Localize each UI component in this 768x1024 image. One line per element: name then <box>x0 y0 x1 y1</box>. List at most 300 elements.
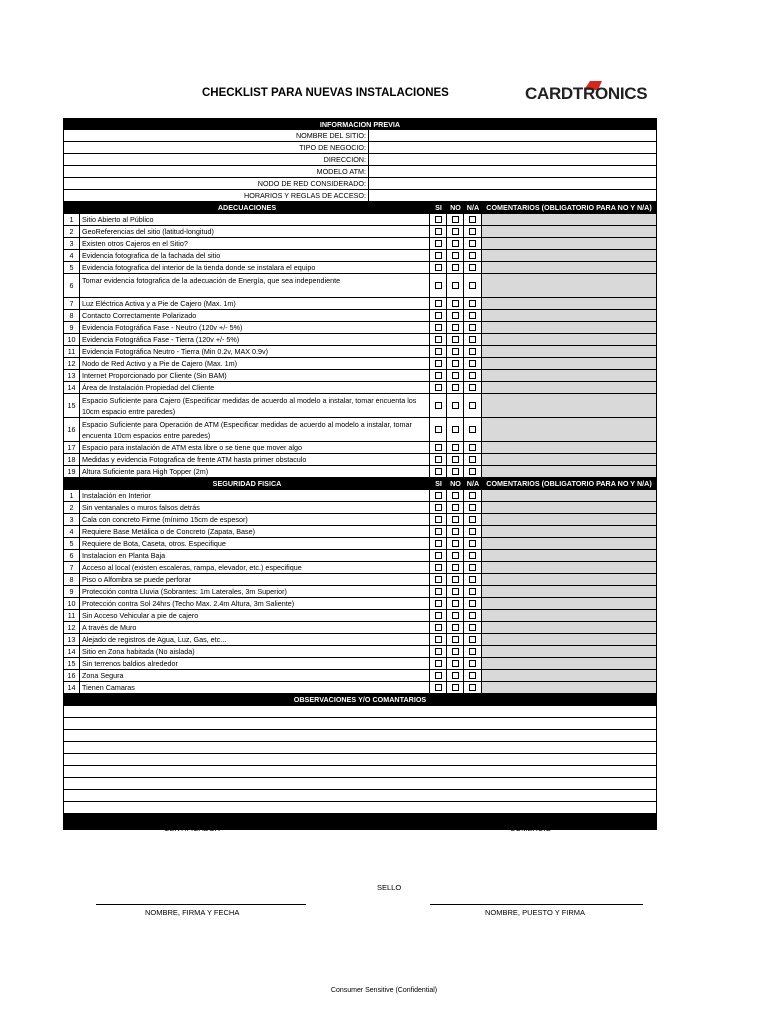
item-description: Evidencia fotografica del interior de la tienda donde se instalara el equipo <box>80 262 430 273</box>
checkbox-si[interactable] <box>435 528 442 535</box>
cell-si <box>430 310 447 321</box>
comment-field[interactable] <box>482 466 656 477</box>
checkbox-no[interactable] <box>452 216 459 223</box>
info-field-label: DIRECCION: <box>64 154 369 165</box>
info-row <box>63 166 657 178</box>
checkbox-no[interactable] <box>452 444 459 451</box>
cell-na <box>464 526 482 537</box>
cell-na <box>464 538 482 549</box>
certificador-signature-line <box>96 904 306 905</box>
checkbox-na[interactable] <box>469 324 476 331</box>
item-number: 1 <box>64 490 80 501</box>
checkbox-no[interactable] <box>452 504 459 511</box>
certificador-label: CERTIFICADOR <box>164 824 221 833</box>
observation-line[interactable] <box>63 742 657 754</box>
comment-field[interactable] <box>482 682 656 693</box>
checkbox-si[interactable] <box>435 402 442 409</box>
checkbox-na[interactable] <box>469 240 476 247</box>
checkbox-si[interactable] <box>435 516 442 523</box>
cell-no <box>447 274 464 297</box>
checkbox-si[interactable] <box>435 456 442 463</box>
item-description: Sin Acceso Vehicular a pie de cajero <box>80 610 430 621</box>
checkbox-no[interactable] <box>452 672 459 679</box>
checklist-row <box>63 394 657 418</box>
info-field-input[interactable] <box>369 178 656 189</box>
comment-field[interactable] <box>482 262 656 273</box>
comment-field[interactable] <box>482 538 656 549</box>
checkbox-si[interactable] <box>435 252 442 259</box>
item-number: 2 <box>64 502 80 513</box>
info-field-label: HORARIOS Y REGLAS DE ACCESO: <box>64 190 369 201</box>
item-description: Instalacion en Planta Baja <box>80 550 430 561</box>
checkbox-si[interactable] <box>435 426 442 433</box>
checkbox-no[interactable] <box>452 468 459 475</box>
comment-field[interactable] <box>482 298 656 309</box>
item-description: Requiere Base Metálica o de Concreto (Zapata, Base) <box>80 526 430 537</box>
checkbox-no[interactable] <box>452 252 459 259</box>
checkbox-na[interactable] <box>469 672 476 679</box>
cell-no <box>447 226 464 237</box>
checkbox-no[interactable] <box>452 300 459 307</box>
checkbox-na[interactable] <box>469 516 476 523</box>
item-number: 12 <box>64 622 80 633</box>
checklist-row <box>63 334 657 346</box>
cell-si <box>430 274 447 297</box>
comercio-signature-line <box>430 904 643 905</box>
comment-field[interactable] <box>482 322 656 333</box>
observation-line[interactable] <box>63 754 657 766</box>
checkbox-na[interactable] <box>469 504 476 511</box>
observaciones-header: OBSERVACIONES Y/O COMANTARIOS <box>63 694 657 706</box>
checklist-row <box>63 634 657 646</box>
cell-no <box>447 394 464 417</box>
checkbox-na[interactable] <box>469 684 476 691</box>
checkbox-si[interactable] <box>435 372 442 379</box>
checkbox-si[interactable] <box>435 444 442 451</box>
checkbox-si[interactable] <box>435 660 442 667</box>
checkbox-si[interactable] <box>435 588 442 595</box>
col-comments: COMENTARIOS (OBLIGATORIO PARA NO Y N/A) <box>486 203 652 212</box>
checklist-row <box>63 250 657 262</box>
checklist-row <box>63 442 657 454</box>
checkbox-na[interactable] <box>469 312 476 319</box>
checkbox-no[interactable] <box>452 384 459 391</box>
cell-no <box>447 646 464 657</box>
item-description: Evidencia Fotográfica Fase - Tierra (120v +/- 5%) <box>80 334 430 345</box>
cell-na <box>464 454 482 465</box>
item-number: 18 <box>64 454 80 465</box>
checkbox-no[interactable] <box>452 282 459 289</box>
checkbox-na[interactable] <box>469 600 476 607</box>
checkbox-si[interactable] <box>435 264 442 271</box>
checkbox-si[interactable] <box>435 312 442 319</box>
item-number: 16 <box>64 670 80 681</box>
checkbox-na[interactable] <box>469 636 476 643</box>
checkbox-si[interactable] <box>435 576 442 583</box>
cell-na <box>464 658 482 669</box>
checkbox-no[interactable] <box>452 324 459 331</box>
checkbox-na[interactable] <box>469 528 476 535</box>
checklist-row <box>63 262 657 274</box>
item-number: 2 <box>64 226 80 237</box>
checkbox-si[interactable] <box>435 336 442 343</box>
checkbox-na[interactable] <box>469 648 476 655</box>
comment-field[interactable] <box>482 226 656 237</box>
checkbox-si[interactable] <box>435 216 442 223</box>
checkbox-no[interactable] <box>452 264 459 271</box>
comment-field[interactable] <box>482 238 656 249</box>
checkbox-si[interactable] <box>435 540 442 547</box>
item-description: Espacio Suficiente para Operación de ATM (Especificar medidas de acuerdo al modelo a instalar, tomar encuenta 10cm espacios entre paredes) <box>80 418 430 441</box>
checkbox-na[interactable] <box>469 372 476 379</box>
info-field-label: MODELO ATM: <box>64 166 369 177</box>
item-description: Internet Proporcionado por Cliente (Sin BAM) <box>80 370 430 381</box>
checkbox-na[interactable] <box>469 552 476 559</box>
comment-field[interactable] <box>482 598 656 609</box>
checkbox-si[interactable] <box>435 360 442 367</box>
cell-na <box>464 610 482 621</box>
checkbox-na[interactable] <box>469 336 476 343</box>
checklist-row <box>63 682 657 694</box>
item-number: 19 <box>64 466 80 477</box>
cell-na <box>464 298 482 309</box>
cell-si <box>430 262 447 273</box>
comment-field[interactable] <box>482 454 656 465</box>
cardtronics-logo <box>520 78 648 110</box>
item-description: Evidencia fotografica de la fachada del sitio <box>80 250 430 261</box>
comment-field[interactable] <box>482 250 656 261</box>
cell-na <box>464 442 482 453</box>
observation-line[interactable] <box>63 730 657 742</box>
adecuaciones-title: ADECUACIONES <box>217 203 277 212</box>
checkbox-na[interactable] <box>469 252 476 259</box>
checkbox-na[interactable] <box>469 384 476 391</box>
info-row <box>63 154 657 166</box>
cell-na <box>464 382 482 393</box>
item-description: Existen otros Cajeros en el Sitio? <box>80 238 430 249</box>
item-description: Tienen Camaras <box>80 682 430 693</box>
checklist-row <box>63 310 657 322</box>
checkbox-na[interactable] <box>469 456 476 463</box>
comment-field[interactable] <box>482 418 656 441</box>
comment-field[interactable] <box>482 346 656 357</box>
checkbox-si[interactable] <box>435 240 442 247</box>
cell-no <box>447 622 464 633</box>
comment-field[interactable] <box>482 502 656 513</box>
cell-na <box>464 502 482 513</box>
item-number: 9 <box>64 322 80 333</box>
seguridad-header <box>63 478 657 490</box>
info-field-input[interactable] <box>369 166 656 177</box>
item-description: Zona Segura <box>80 670 430 681</box>
cell-no <box>447 634 464 645</box>
cell-no <box>447 670 464 681</box>
item-description: Piso o Alfombra se puede perforar <box>80 574 430 585</box>
checkbox-na[interactable] <box>469 540 476 547</box>
item-description: Acceso al local (existen escaleras, rampa, elevador, etc.) especifique <box>80 562 430 573</box>
item-number: 3 <box>64 514 80 525</box>
cell-na <box>464 418 482 441</box>
comment-field[interactable] <box>482 394 656 417</box>
checklist-row <box>63 322 657 334</box>
cell-no <box>447 490 464 501</box>
checkbox-si[interactable] <box>435 282 442 289</box>
checklist-row <box>63 214 657 226</box>
comment-field[interactable] <box>482 646 656 657</box>
checkbox-no[interactable] <box>452 348 459 355</box>
item-description: Sitio Abierto al Público <box>80 214 430 225</box>
item-description: Tomar evidencia fotografica de la adecuación de Energía, que sea independiente <box>80 274 430 297</box>
cell-na <box>464 262 482 273</box>
cell-na <box>464 682 482 693</box>
checklist-row <box>63 538 657 550</box>
comment-field[interactable] <box>482 670 656 681</box>
item-description: Alejado de registros de Agua, Luz, Gas, etc... <box>80 634 430 645</box>
comment-field[interactable] <box>482 334 656 345</box>
checkbox-no[interactable] <box>452 492 459 499</box>
cell-na <box>464 250 482 261</box>
cell-si <box>430 646 447 657</box>
cell-na <box>464 238 482 249</box>
checkbox-na[interactable] <box>469 468 476 475</box>
comment-field[interactable] <box>482 514 656 525</box>
checkbox-no[interactable] <box>452 372 459 379</box>
checkbox-na[interactable] <box>469 228 476 235</box>
cell-na <box>464 394 482 417</box>
cell-no <box>447 610 464 621</box>
cell-na <box>464 586 482 597</box>
checkbox-na[interactable] <box>469 426 476 433</box>
item-description: Nodo de Red Activo y a Pie de Cajero (Max. 1m) <box>80 358 430 369</box>
checkbox-no[interactable] <box>452 648 459 655</box>
checklist-form <box>63 118 657 830</box>
checkbox-si[interactable] <box>435 636 442 643</box>
checkbox-si[interactable] <box>435 504 442 511</box>
checkbox-no[interactable] <box>452 240 459 247</box>
checklist-row <box>63 622 657 634</box>
observation-line[interactable] <box>63 706 657 718</box>
checkbox-si[interactable] <box>435 552 442 559</box>
checkbox-no[interactable] <box>452 540 459 547</box>
checkbox-na[interactable] <box>469 402 476 409</box>
comment-field[interactable] <box>482 358 656 369</box>
cell-si <box>430 466 447 477</box>
checkbox-si[interactable] <box>435 684 442 691</box>
cell-si <box>430 658 447 669</box>
item-number: 10 <box>64 598 80 609</box>
comment-field[interactable] <box>482 274 656 297</box>
checkbox-no[interactable] <box>452 636 459 643</box>
observation-line[interactable] <box>63 802 657 814</box>
item-description: Evidencia Fotográfica Neutro - Tierra (Min 0.2v, MAX 0.9v) <box>80 346 430 357</box>
item-description: Cala con concreto Firme (mínimo 15cm de espesor) <box>80 514 430 525</box>
item-number: 13 <box>64 370 80 381</box>
cell-si <box>430 586 447 597</box>
info-field-input[interactable] <box>369 130 656 141</box>
item-description: Luz Eléctrica Activa y a Pie de Cajero (Max. 1m) <box>80 298 430 309</box>
comment-field[interactable] <box>482 658 656 669</box>
checkbox-si[interactable] <box>435 228 442 235</box>
checklist-row <box>63 526 657 538</box>
cell-si <box>430 490 447 501</box>
checkbox-na[interactable] <box>469 216 476 223</box>
checkbox-no[interactable] <box>452 426 459 433</box>
checkbox-no[interactable] <box>452 360 459 367</box>
checklist-row <box>63 490 657 502</box>
item-number: 7 <box>64 298 80 309</box>
checkbox-na[interactable] <box>469 564 476 571</box>
item-number: 14 <box>64 646 80 657</box>
checklist-row <box>63 670 657 682</box>
cell-na <box>464 466 482 477</box>
checkbox-si[interactable] <box>435 672 442 679</box>
checkbox-no[interactable] <box>452 576 459 583</box>
checkbox-na[interactable] <box>469 348 476 355</box>
info-field-input[interactable] <box>369 190 656 201</box>
col-si: SI <box>435 203 442 212</box>
checkbox-na[interactable] <box>469 492 476 499</box>
comment-field[interactable] <box>482 634 656 645</box>
item-number: 6 <box>64 274 80 297</box>
checkbox-si[interactable] <box>435 324 442 331</box>
checkbox-no[interactable] <box>452 588 459 595</box>
item-number: 8 <box>64 310 80 321</box>
checkbox-no[interactable] <box>452 456 459 463</box>
checkbox-na[interactable] <box>469 264 476 271</box>
info-field-input[interactable] <box>369 154 656 165</box>
comment-field[interactable] <box>482 214 656 225</box>
checkbox-na[interactable] <box>469 282 476 289</box>
cell-si <box>430 670 447 681</box>
checkbox-na[interactable] <box>469 360 476 367</box>
comment-field[interactable] <box>482 610 656 621</box>
comment-field[interactable] <box>482 562 656 573</box>
checkbox-si[interactable] <box>435 564 442 571</box>
checkbox-na[interactable] <box>469 588 476 595</box>
cell-si <box>430 442 447 453</box>
checkbox-no[interactable] <box>452 402 459 409</box>
checkbox-na[interactable] <box>469 660 476 667</box>
checklist-row <box>63 454 657 466</box>
checkbox-na[interactable] <box>469 300 476 307</box>
checkbox-si[interactable] <box>435 600 442 607</box>
observation-line[interactable] <box>63 766 657 778</box>
comment-field[interactable] <box>482 622 656 633</box>
checkbox-no[interactable] <box>452 528 459 535</box>
checklist-row <box>63 550 657 562</box>
item-number: 4 <box>64 250 80 261</box>
checkbox-no[interactable] <box>452 312 459 319</box>
item-description: Sin ventanales o muros falsos detrás <box>80 502 430 513</box>
checkbox-no[interactable] <box>452 624 459 631</box>
item-description: Contacto Correctamente Polarizado <box>80 310 430 321</box>
checkbox-si[interactable] <box>435 384 442 391</box>
checkbox-no[interactable] <box>452 564 459 571</box>
col-na: N/A <box>466 479 480 488</box>
checkbox-si[interactable] <box>435 624 442 631</box>
cell-no <box>447 214 464 225</box>
item-number: 14 <box>64 682 80 693</box>
cell-si <box>430 562 447 573</box>
observation-line[interactable] <box>63 778 657 790</box>
checkbox-na[interactable] <box>469 612 476 619</box>
observation-line[interactable] <box>63 790 657 802</box>
comment-field[interactable] <box>482 370 656 381</box>
cell-na <box>464 514 482 525</box>
item-number: 6 <box>64 550 80 561</box>
cell-na <box>464 622 482 633</box>
cell-na <box>464 634 482 645</box>
observation-line[interactable] <box>63 718 657 730</box>
comment-field[interactable] <box>482 550 656 561</box>
cell-no <box>447 502 464 513</box>
seguridad-title: SEGURIDAD FISICA <box>212 479 282 488</box>
checkbox-no[interactable] <box>452 228 459 235</box>
checkbox-no[interactable] <box>452 516 459 523</box>
comment-field[interactable] <box>482 586 656 597</box>
comment-field[interactable] <box>482 574 656 585</box>
cell-na <box>464 346 482 357</box>
cell-si <box>430 526 447 537</box>
item-description: Requiere de Bota, Caseta, otros. Especifique <box>80 538 430 549</box>
checklist-row <box>63 562 657 574</box>
checkbox-no[interactable] <box>452 612 459 619</box>
checkbox-si[interactable] <box>435 348 442 355</box>
cell-no <box>447 598 464 609</box>
checkbox-no[interactable] <box>452 600 459 607</box>
item-number: 8 <box>64 574 80 585</box>
info-field-label: TIPO DE NEGOCIO: <box>64 142 369 153</box>
sello-label: SELLO <box>377 883 402 892</box>
cell-na <box>464 490 482 501</box>
cell-no <box>447 382 464 393</box>
comment-field[interactable] <box>482 310 656 321</box>
comment-field[interactable] <box>482 442 656 453</box>
comment-field[interactable] <box>482 490 656 501</box>
item-number: 1 <box>64 214 80 225</box>
checkbox-na[interactable] <box>469 624 476 631</box>
confidential-note: Consumer Sensitive (Confidential) <box>330 987 438 994</box>
checkbox-si[interactable] <box>435 300 442 307</box>
checklist-row <box>63 298 657 310</box>
item-description: GeoReferencias del sitio (latitud-longitud) <box>80 226 430 237</box>
comment-field[interactable] <box>482 382 656 393</box>
checkbox-si[interactable] <box>435 612 442 619</box>
cell-na <box>464 562 482 573</box>
cell-no <box>447 442 464 453</box>
checkbox-na[interactable] <box>469 444 476 451</box>
info-field-input[interactable] <box>369 142 656 153</box>
checkbox-no[interactable] <box>452 552 459 559</box>
checkbox-si[interactable] <box>435 468 442 475</box>
table-footer-bar <box>63 814 657 830</box>
checkbox-si[interactable] <box>435 492 442 499</box>
cell-si <box>430 358 447 369</box>
cell-na <box>464 574 482 585</box>
item-description: Espacio para instalación de ATM esta libre o se tiene que mover algo <box>80 442 430 453</box>
cell-na <box>464 646 482 657</box>
checklist-row <box>63 370 657 382</box>
checkbox-no[interactable] <box>452 336 459 343</box>
checkbox-no[interactable] <box>452 684 459 691</box>
checkbox-no[interactable] <box>452 660 459 667</box>
comment-field[interactable] <box>482 526 656 537</box>
cell-na <box>464 334 482 345</box>
checkbox-na[interactable] <box>469 576 476 583</box>
page-title: CHECKLIST PARA NUEVAS INSTALACIONES <box>202 87 449 99</box>
cell-na <box>464 598 482 609</box>
checkbox-si[interactable] <box>435 648 442 655</box>
